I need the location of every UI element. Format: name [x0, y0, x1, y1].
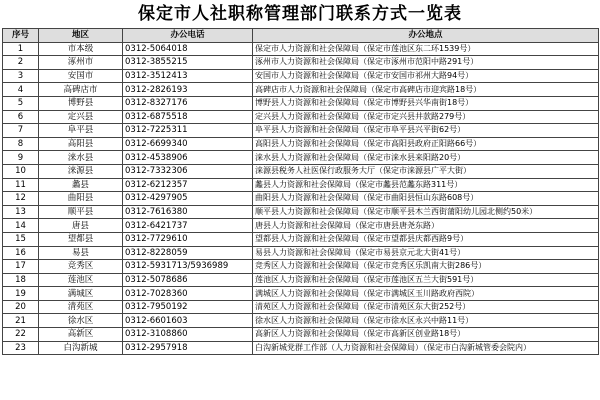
row-number: 23 [3, 341, 39, 355]
row-address: 蠡县人力资源和社会保障局（保定市蠡县范蠡东路311号） [253, 178, 599, 192]
row-phone: 0312-8228059 [123, 246, 253, 260]
table-row [3, 341, 599, 355]
row-area: 易县 [39, 246, 123, 260]
row-number: 21 [3, 314, 39, 328]
row-area: 定兴县 [39, 110, 123, 124]
row-phone: 0312-6875518 [123, 110, 253, 124]
row-number: 13 [3, 205, 39, 219]
row-address: 博野县人力资源和社会保障局（保定市博野县兴华南街18号） [253, 96, 599, 110]
row-phone: 0312-6421737 [123, 219, 253, 233]
row-area: 市本级 [39, 42, 123, 56]
table-row [3, 83, 599, 97]
row-phone: 0312-7616380 [123, 205, 253, 219]
row-number: 7 [3, 124, 39, 138]
row-area: 徐水区 [39, 314, 123, 328]
row-address: 唐县人力资源和社会保障局（保定市唐县唐尧东路） [253, 219, 599, 233]
header-address: 办公地点 [253, 29, 599, 43]
row-address: 清苑区人力资源和社会保障局（保定市清苑区东大街252号） [253, 300, 599, 314]
row-area: 涞水县 [39, 151, 123, 165]
row-number: 15 [3, 232, 39, 246]
row-number: 16 [3, 246, 39, 260]
row-phone: 0312-2826193 [123, 83, 253, 97]
row-number: 8 [3, 137, 39, 151]
row-address: 涞水县人力资源和社会保障局（保定市涞水县来阳路20号） [253, 151, 599, 165]
row-phone: 0312-6699340 [123, 137, 253, 151]
row-address: 竞秀区人力资源和社会保障局（保定市竞秀区乐凯南大街286号） [253, 260, 599, 274]
row-area: 蠡县 [39, 178, 123, 192]
row-number: 12 [3, 192, 39, 206]
table-row [3, 205, 599, 219]
row-area: 高新区 [39, 328, 123, 342]
row-number: 22 [3, 328, 39, 342]
table-body [3, 42, 599, 355]
row-phone: 0312-7332306 [123, 164, 253, 178]
row-phone: 0312-5064018 [123, 42, 253, 56]
row-phone: 0312-3855215 [123, 56, 253, 70]
row-address: 高阳县人力资源和社会保障局（保定市高阳县政府正阳路66号） [253, 137, 599, 151]
row-phone: 0312-3512413 [123, 69, 253, 83]
header-phone: 办公电话 [123, 29, 253, 43]
row-area: 博野县 [39, 96, 123, 110]
row-area: 白沟新城 [39, 341, 123, 355]
row-address: 涿州市人力资源和社会保障局（保定市涿州市范阳中路291号） [253, 56, 599, 70]
row-area: 竞秀区 [39, 260, 123, 274]
row-number: 17 [3, 260, 39, 274]
table-row [3, 232, 599, 246]
row-number: 1 [3, 42, 39, 56]
row-area: 曲阳县 [39, 192, 123, 206]
row-address: 阜平县人力资源和社会保障局（保定市阜平县兴平街62号） [253, 124, 599, 138]
row-area: 唐县 [39, 219, 123, 233]
row-phone: 0312-6212357 [123, 178, 253, 192]
row-number: 6 [3, 110, 39, 124]
row-area: 满城区 [39, 287, 123, 301]
row-phone: 0312-3108860 [123, 328, 253, 342]
row-phone: 0312-7028360 [123, 287, 253, 301]
row-address: 高新区人力资源和社会保障局（保定市高新区创业路18号） [253, 328, 599, 342]
header-no: 序号 [3, 29, 39, 43]
row-phone: 0312-7950192 [123, 300, 253, 314]
table-row [3, 314, 599, 328]
row-address: 莲池区人力资源和社会保障局（保定市莲池区五兰大街591号） [253, 273, 599, 287]
row-area: 阜平县 [39, 124, 123, 138]
row-phone: 0312-4297905 [123, 192, 253, 206]
row-number: 19 [3, 287, 39, 301]
row-address: 涞源县税务人社医保行政服务大厅（保定市涞源县广平大街） [253, 164, 599, 178]
table-row [3, 300, 599, 314]
table-header [3, 29, 599, 43]
row-number: 18 [3, 273, 39, 287]
row-number: 20 [3, 300, 39, 314]
table-row [3, 56, 599, 70]
row-phone: 0312-7729610 [123, 232, 253, 246]
row-area: 顺平县 [39, 205, 123, 219]
header-row [3, 29, 599, 43]
row-phone: 0312-2957918 [123, 341, 253, 355]
row-address: 保定市人力资源和社会保障局（保定市莲池区东二环1539号） [253, 42, 599, 56]
document-title: 保定市人社职称管理部门联系方式一览表 [138, 4, 462, 24]
table-row [3, 69, 599, 83]
row-number: 5 [3, 96, 39, 110]
row-address: 徐水区人力资源和社会保障局（保定市徐水区永兴中路11号） [253, 314, 599, 328]
row-number: 14 [3, 219, 39, 233]
row-address: 定兴县人力资源和社会保障局（保定市定兴县井款路279号） [253, 110, 599, 124]
row-area: 高阳县 [39, 137, 123, 151]
row-address: 安国市人力资源和社会保障局（保定市安国市祁州大路94号） [253, 69, 599, 83]
header-area: 地区 [39, 29, 123, 43]
table-row [3, 151, 599, 165]
table-row [3, 124, 599, 138]
table-row [3, 137, 599, 151]
row-phone: 0312-8327176 [123, 96, 253, 110]
row-phone: 0312-5931713/5936989 [123, 260, 253, 274]
row-address: 白沟新城党群工作部（人力资源和社会保障局）（保定市白沟新城管委会院内） [253, 341, 599, 355]
table-row [3, 192, 599, 206]
row-area: 清苑区 [39, 300, 123, 314]
table-row [3, 42, 599, 56]
table-row [3, 260, 599, 274]
row-number: 4 [3, 83, 39, 97]
row-address: 易县人力资源和社会保障局（保定市易县京元北大街41号） [253, 246, 599, 260]
table-row [3, 328, 599, 342]
row-area: 莲池区 [39, 273, 123, 287]
row-area: 安国市 [39, 69, 123, 83]
table-row [3, 110, 599, 124]
row-number: 10 [3, 164, 39, 178]
row-address: 高碑店市人力资源和社会保障局（保定市高碑店市迎宾路18号） [253, 83, 599, 97]
table-row [3, 287, 599, 301]
row-phone: 0312-4538906 [123, 151, 253, 165]
row-area: 涞源县 [39, 164, 123, 178]
row-area: 望都县 [39, 232, 123, 246]
row-address: 曲阳县人力资源和社会保障局（保定市曲阳县恒山东路608号） [253, 192, 599, 206]
row-address: 望都县人力资源和社会保障局（保定市望都县庆都西路9号） [253, 232, 599, 246]
row-area: 涿州市 [39, 56, 123, 70]
row-number: 9 [3, 151, 39, 165]
row-phone: 0312-6601603 [123, 314, 253, 328]
row-number: 3 [3, 69, 39, 83]
table-row [3, 96, 599, 110]
table-row [3, 178, 599, 192]
row-phone: 0312-7225311 [123, 124, 253, 138]
row-number: 2 [3, 56, 39, 70]
row-number: 11 [3, 178, 39, 192]
table-row [3, 164, 599, 178]
row-address: 顺平县人力资源和社会保障局（保定市顺平县木兰西街蒲阳幼儿园北侧约50米） [253, 205, 599, 219]
table-row [3, 246, 599, 260]
row-address: 满城区人力资源和社会保障局（保定市满城区玉川路政府西院） [253, 287, 599, 301]
table-row [3, 273, 599, 287]
table-row [3, 219, 599, 233]
row-area: 高碑店市 [39, 83, 123, 97]
row-phone: 0312-5078686 [123, 273, 253, 287]
contacts-table [2, 28, 599, 355]
